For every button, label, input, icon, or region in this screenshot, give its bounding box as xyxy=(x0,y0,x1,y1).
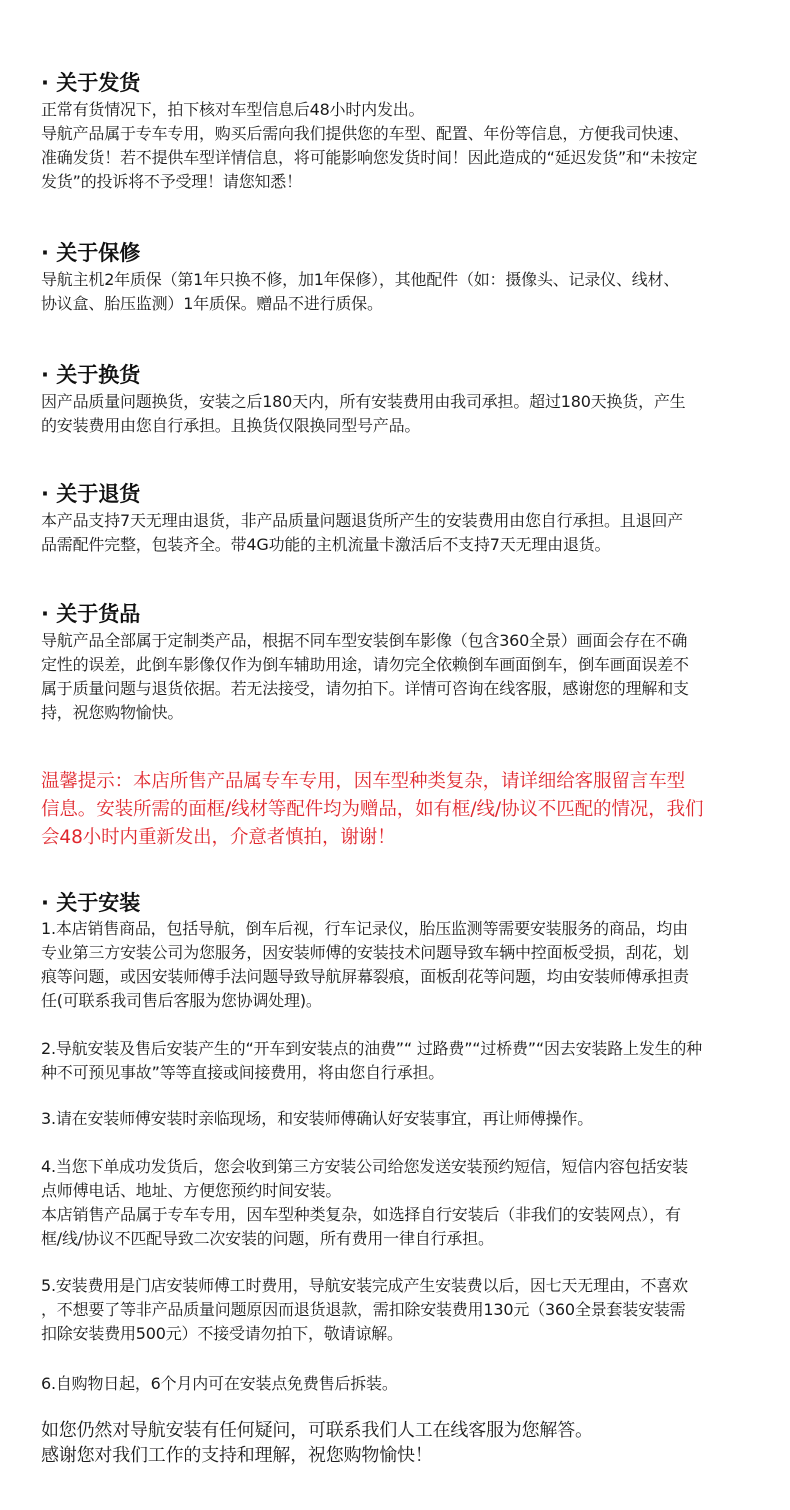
section-exchange xyxy=(41,362,753,438)
section-heading: · 关于换货 xyxy=(41,363,141,387)
install-item-5 xyxy=(41,1274,753,1346)
notice-line: 会48小时内重新发出，介意者慎拍，谢谢！ xyxy=(41,827,396,848)
section-heading: · 关于货品 xyxy=(41,602,141,626)
text-line: 持，祝您购物愉快。 xyxy=(41,703,184,722)
section-warranty xyxy=(41,240,753,316)
notice-line: 温馨提示：本店所售产品属专车专用，因车型种类复杂，请详细给客服留言车型 xyxy=(41,771,686,792)
section-install xyxy=(41,890,753,916)
section-heading: · 关于保修 xyxy=(41,241,141,265)
text-line: 痕等问题，或因安装师傅手法问题导致导航屏幕裂痕，面板刮花等问题，均由安装师傅承担责 xyxy=(41,967,689,986)
text-line: 准确发货！若不提供车型详情信息，将可能影响您发货时间！因此造成的“延迟发货”和“未按定 xyxy=(41,148,698,167)
text-line: 正常有货情况下，拍下核对车型信息后48小时内发出。 xyxy=(41,100,425,119)
text-line: 4.当您下单成功发货后，您会收到第三方安装公司给您发送安装预约短信，短信内容包括安装 xyxy=(41,1157,688,1176)
text-line: 种不可预见事故”等等直接或间接费用，将由您自行承担。 xyxy=(41,1063,445,1082)
install-item-3 xyxy=(41,1107,753,1131)
section-shipping xyxy=(41,70,753,194)
text-line: ，不想要了等非产品质量问题原因而退货退款，需扣除安装费用130元（360全景套装安装需 xyxy=(41,1300,686,1319)
install-item-2 xyxy=(41,1037,753,1085)
text-line: 5.安装费用是门店安装师傅工时费用，导航安装完成产生安装费以后，因七天无理由，不喜欢 xyxy=(41,1276,688,1295)
text-line: 本店销售产品属于专车专用，因车型种类复杂，如选择自行安装后（非我们的安装网点），有 xyxy=(41,1205,681,1224)
text-line: 点师傅电话、地址、方便您预约时间安装。 xyxy=(41,1181,342,1200)
text-line: 6.自购物日起，6个月内可在安装点免费售后拆装。 xyxy=(41,1374,398,1393)
install-item-4 xyxy=(41,1155,753,1251)
text-line: 扣除安装费用500元）不接受请勿拍下，敬请谅解。 xyxy=(41,1324,403,1343)
install-item-6 xyxy=(41,1372,753,1396)
section-goods xyxy=(41,601,753,725)
text-line: 导航主机2年质保（第1年只换不修，加1年保修），其他配件（如：摄像头、记录仪、线材、 xyxy=(41,270,680,289)
text-line: 品需配件完整，包装齐全。带4G功能的主机流量卡激活后不支持7天无理由退货。 xyxy=(41,535,611,554)
text-line: 专业第三方安装公司为您服务，因安装师傅的安装技术问题导致车辆中控面板受损，刮花，划 xyxy=(41,943,689,962)
text-line: 协议盒、胎压监测）1年质保。赠品不进行质保。 xyxy=(41,294,383,313)
text-line: 本产品支持7天无理由退货，非产品质量问题退货所产生的安装费用由您自行承担。且退回产 xyxy=(41,511,683,530)
text-line: 属于质量问题与退货依据。若无法接受，请勿拍下。详情可咨询在线客服，感谢您的理解和支 xyxy=(41,679,689,698)
text-line: 的安装费用由您自行承担。且换货仅限换同型号产品。 xyxy=(41,416,421,435)
section-heading: · 关于发货 xyxy=(41,71,141,95)
warm-notice xyxy=(41,768,753,852)
text-line: 定性的误差，此倒车影像仅作为倒车辅助用途，请勿完全依赖倒车画面倒车，倒车画面误差不 xyxy=(41,655,689,674)
text-line: 如您仍然对导航安装有任何疑问，可联系我们人工在线客服为您解答。 xyxy=(41,1420,593,1441)
closing-message xyxy=(41,1418,753,1468)
text-line: 任(可联系我司售后客服为您协调处理)。 xyxy=(41,991,322,1010)
section-returns xyxy=(41,481,753,557)
text-line: 3.请在安装师傅安装时亲临现场，和安装师傅确认好安装事宜，再让师傅操作。 xyxy=(41,1109,594,1128)
text-line: 导航产品全部属于定制类产品，根据不同车型安装倒车影像（包含360全景）画面会存在不确 xyxy=(41,631,688,650)
text-line: 发货”的投诉将不予受理！请您知悉！ xyxy=(41,172,302,191)
text-line: 感谢您对我们工作的支持和理解，祝您购物愉快！ xyxy=(41,1445,433,1466)
notice-line: 信息。安装所需的面框/线材等配件均为赠品，如有框/线/协议不匹配的情况，我们 xyxy=(41,799,704,820)
text-line: 1.本店销售商品，包括导航，倒车后视，行车记录仪，胎压监测等需要安装服务的商品，均由 xyxy=(41,919,688,938)
text-line: 导航产品属于专车专用，购买后需向我们提供您的车型、配置、年份等信息，方便我司快速、 xyxy=(41,124,689,143)
install-item-1 xyxy=(41,917,753,1013)
text-line: 框/线/协议不匹配导致二次安装的问题，所有费用一律自行承担。 xyxy=(41,1229,494,1248)
section-heading: · 关于退货 xyxy=(41,482,141,506)
text-line: 2.导航安装及售后安装产生的“开车到安装点的油费”“ 过路费”“过桥费”“因去安装路上发生的种 xyxy=(41,1039,702,1058)
section-heading: · 关于安装 xyxy=(41,891,141,915)
text-line: 因产品质量问题换货，安装之后180天内，所有安装费用由我司承担。超过180天换货，产生 xyxy=(41,392,686,411)
